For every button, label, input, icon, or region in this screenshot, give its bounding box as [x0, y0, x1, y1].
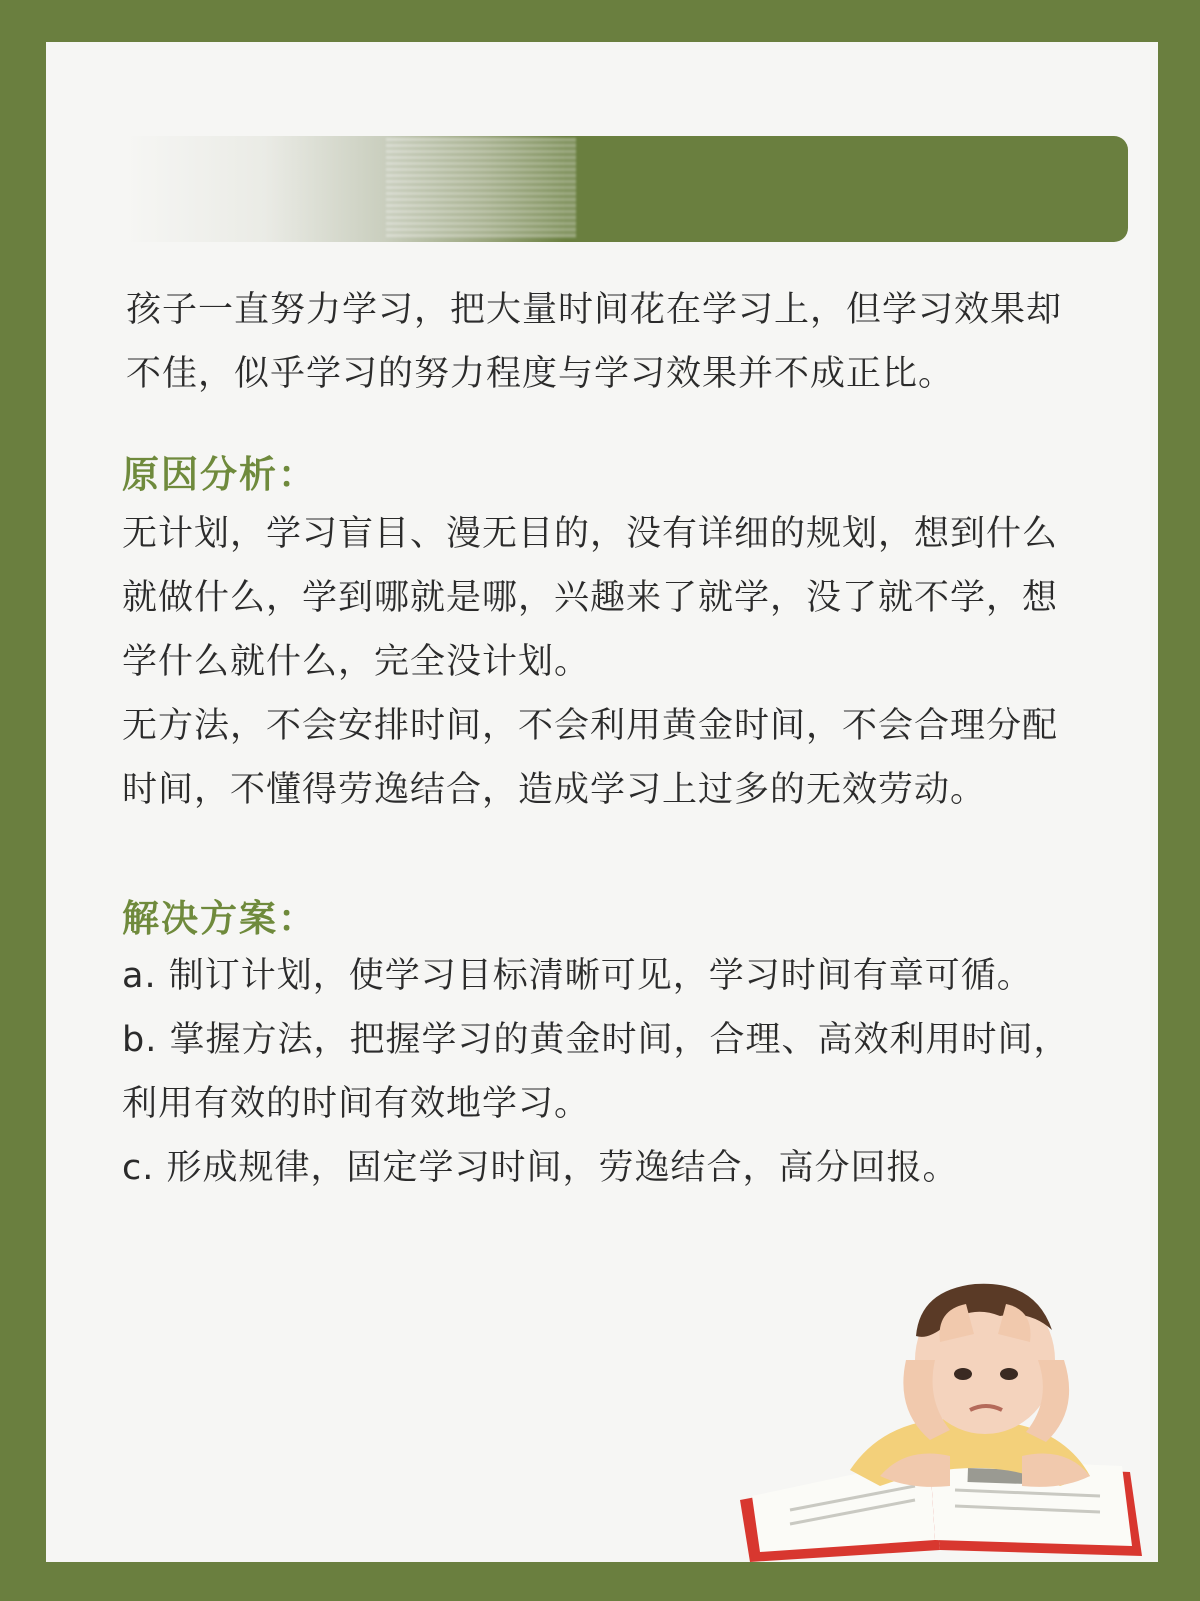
- intro-paragraph: [126, 278, 1062, 406]
- cause-line: 无计划，学习盲目、漫无目的，没有详细的规划，想到什么: [122, 514, 1059, 554]
- intro-line: 孩子一直努力学习，把大量时间花在学习上，但学习效果却: [126, 290, 1063, 330]
- solution-item-b: b. 掌握方法，把握学习的黄金时间，合理、高效利用时间，: [122, 1020, 1070, 1060]
- cause-line: 就做什么，学到哪就是哪，兴趣来了就学，没了就不学，想: [122, 578, 1059, 618]
- cause-line: 时间，不懂得劳逸结合，造成学习上过多的无效劳动。: [122, 770, 987, 810]
- cause-line: 无方法，不会安排时间，不会利用黄金时间，不会合理分配: [122, 706, 1059, 746]
- cause-paragraph: [122, 502, 1058, 822]
- child-reading-book-illustration: [730, 1250, 1150, 1562]
- intro-line: 不佳，似乎学习的努力程度与学习效果并不成正比。: [126, 354, 955, 394]
- cause-heading: 原因分析：: [122, 453, 317, 496]
- title-banner: [124, 136, 1128, 242]
- child-figure: [850, 1284, 1090, 1487]
- solution-heading: 解决方案：: [122, 897, 317, 940]
- cause-line: 学什么就什么，完全没计划。: [122, 642, 591, 682]
- solution-item-b-cont: 利用有效的时间有效地学习。: [122, 1084, 591, 1124]
- solution-list: [122, 944, 1069, 1200]
- solution-item-c: c. 形成规律，固定学习时间，劳逸结合，高分回报。: [122, 1148, 959, 1188]
- solution-item-a: a. 制订计划，使学习目标清晰可见，学习时间有章可循。: [122, 956, 1033, 996]
- banner-brush-texture: [386, 138, 576, 238]
